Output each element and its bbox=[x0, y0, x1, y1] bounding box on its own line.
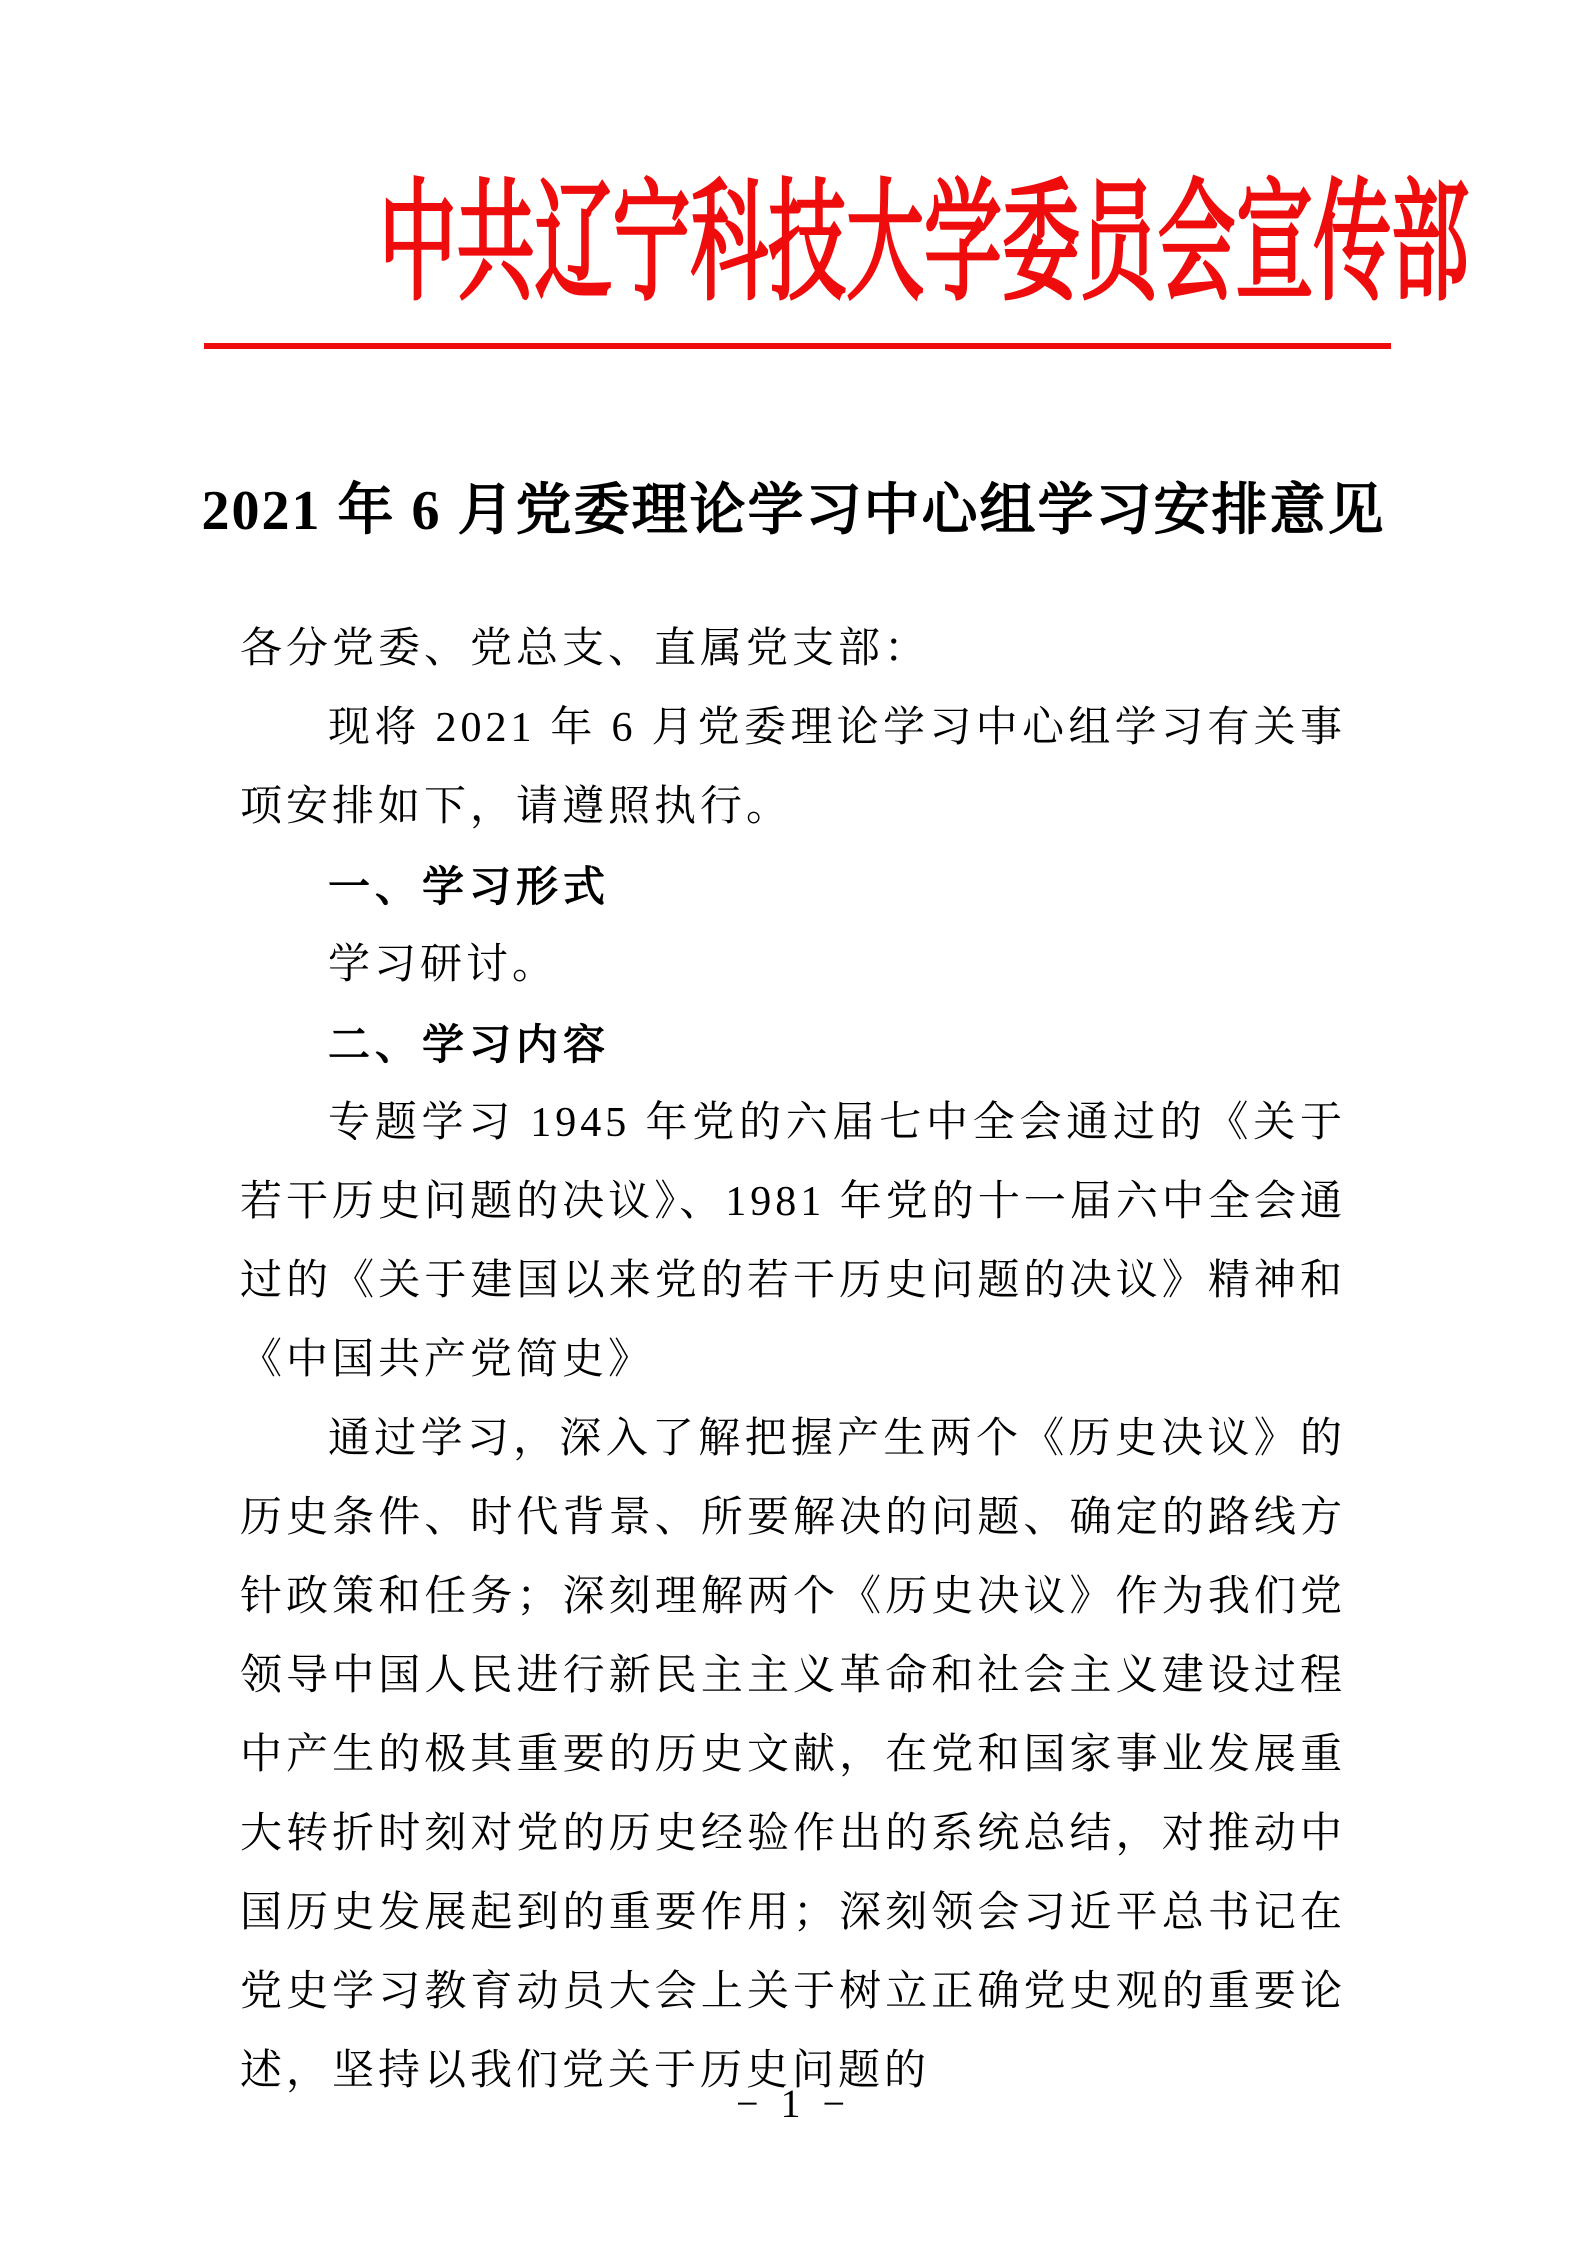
page-number: − 1 − bbox=[735, 2081, 852, 2126]
section-heading-study-form: 一、学习形式 bbox=[328, 863, 611, 910]
letterhead-org-name-text: 中共辽宁科技大学委员会宣传部 bbox=[378, 170, 1470, 317]
document-title: 2021 年 6 月党委理论学习中心组学习安排意见 bbox=[201, 480, 1386, 542]
document-body bbox=[240, 610, 1346, 2111]
salutation: 各分党委、党总支、直属党支部： bbox=[240, 626, 931, 672]
letterhead-divider bbox=[204, 343, 1391, 349]
letterhead-org-name bbox=[0, 158, 1587, 330]
paragraph-study-form: 学习研讨。 bbox=[328, 942, 559, 988]
section-heading-study-content: 二、学习内容 bbox=[328, 1021, 611, 1068]
paragraph-study-goals: 通过学习，深入了解把握产生两个《历史决议》的历史条件、时代背景、所要解决的问题、确定的路线方针政策和任务；深刻理解两个《历史决议》作为我们党领导中国人民进行新民主主义革命和社会主义建设过程中产生的极其重要的历史文献，在党和国家事业发展重大转折时刻对党的历史经验作出的系统总结，对推动中国历史发展起到的重要作用；深刻领会习近平总书记在党史学习教育动员大会上关于树立正确党史观的重要论述，坚持以我们党关于历史问题的 bbox=[240, 1416, 1346, 2094]
paragraph-study-topic: 专题学习 1945 年党的六届七中全会通过的《关于若干历史问题的决议》、1981 年党的十一届六中全会通过的《关于建国以来党的若干历史问题的决议》精神和《中国共产党简史》 bbox=[240, 1100, 1346, 1383]
paragraph-intro: 现将 2021 年 6 月党委理论学习中心组学习有关事项安排如下，请遵照执行。 bbox=[240, 705, 1346, 830]
